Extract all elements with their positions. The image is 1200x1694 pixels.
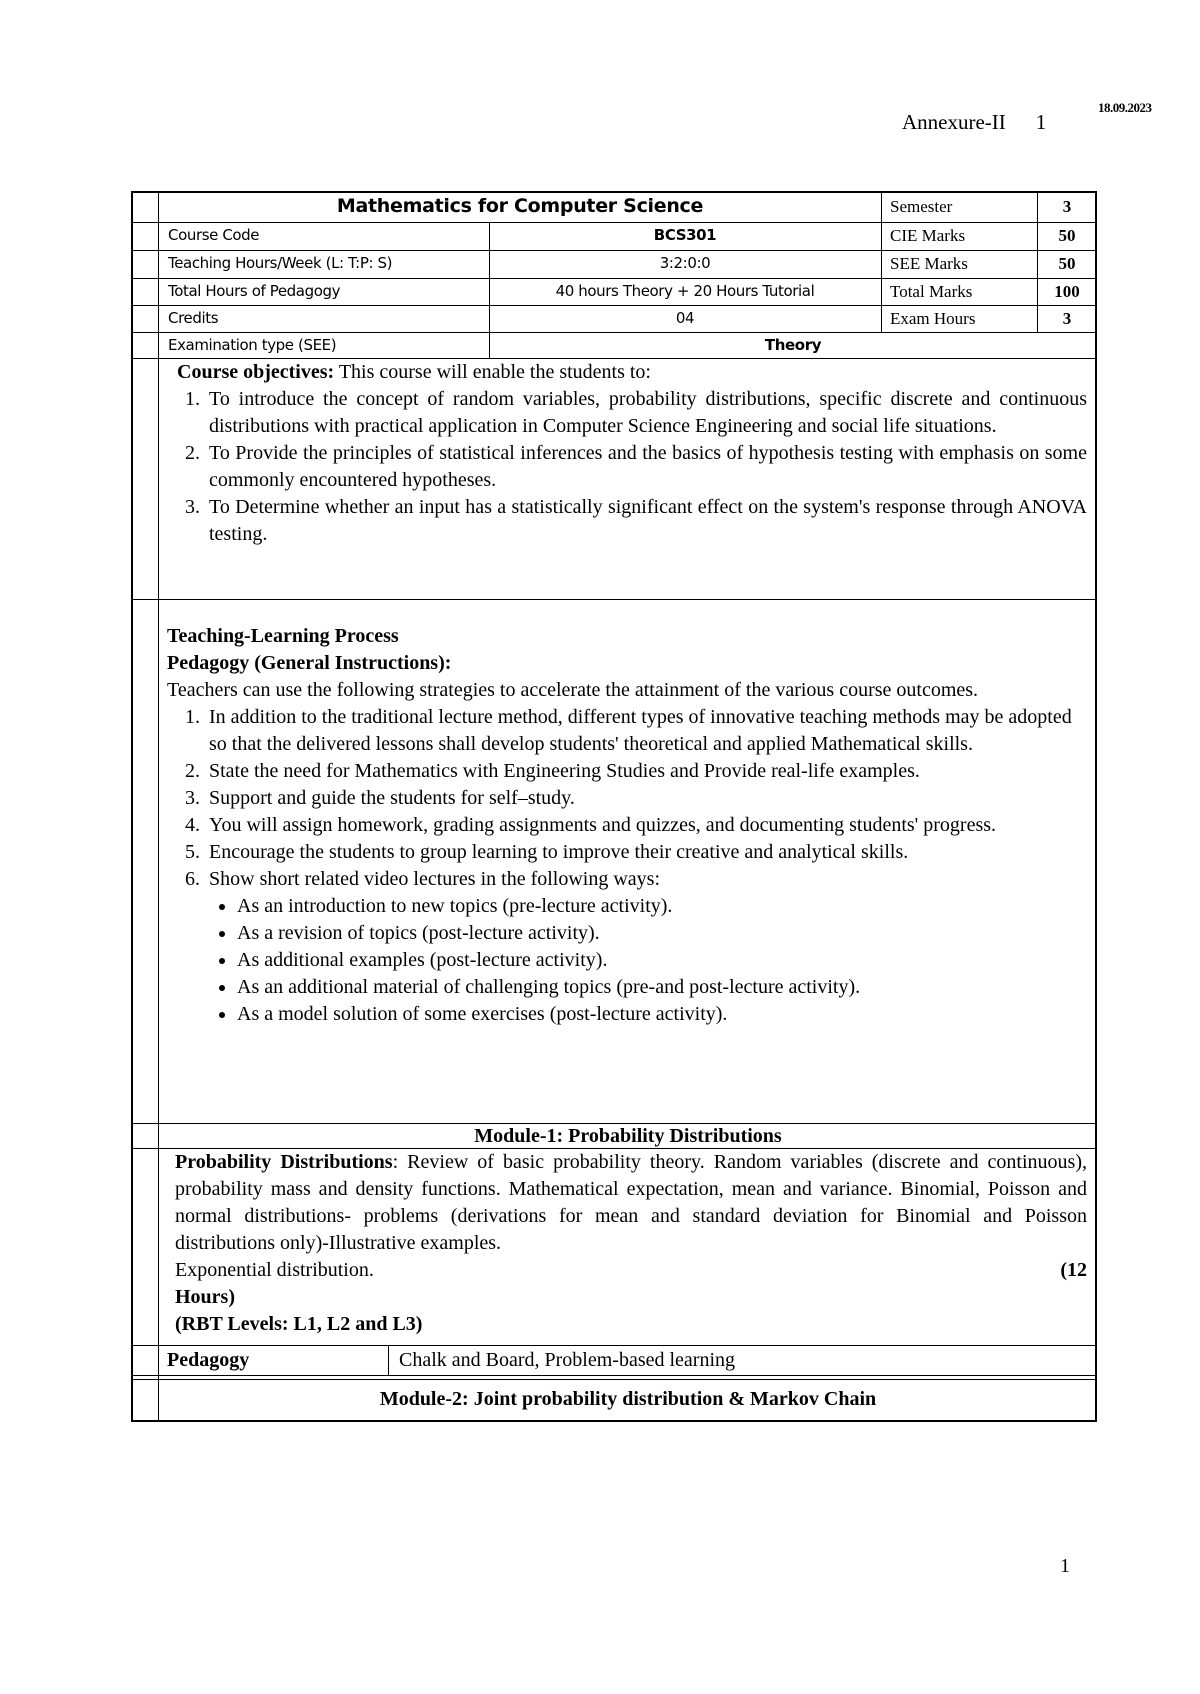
video-bullet: • As additional examples (post-lecture activity). bbox=[237, 947, 1087, 974]
objective-item: 3. To Determine whether an input has a statistically significant effect on the system's response through ANOVA testing. bbox=[205, 494, 1087, 548]
objective-item: 1. To introduce the concept of random variables, probability distributions, specific discrete and continuous distributions with practical application in Computer Science Engineering and social life situations. bbox=[205, 386, 1087, 440]
teaching-intro: Teachers can use the following strategies to accelerate the attainment of the various course outcomes. bbox=[167, 679, 979, 701]
annexure-label bbox=[902, 110, 1046, 135]
module2-title: Module-2: Joint probability distribution & Markov Chain bbox=[379, 1388, 877, 1410]
page-number: 1 bbox=[1060, 1555, 1070, 1577]
strategy-item: 5. Encourage the students to group learning to improve their creative and analytical skills. bbox=[205, 839, 1087, 866]
see-marks-value: 50 bbox=[1058, 254, 1076, 273]
strategy-item: 1. In addition to the traditional lecture method, different types of innovative teaching methods may be adopted so that the delivered lessons shall develop students' theoretical and applied Mathematical skills. bbox=[205, 704, 1087, 758]
course-code-label: Course Code bbox=[168, 226, 260, 244]
course-objectives bbox=[177, 359, 1087, 548]
column-divider bbox=[881, 193, 882, 332]
module1-last-line: Exponential distribution. bbox=[175, 1259, 374, 1281]
pedagogy-hours-value: 40 hours Theory + 20 Hours Tutorial bbox=[555, 282, 815, 300]
semester-label: Semester bbox=[890, 197, 953, 216]
strategy-item: 4. You will assign homework, grading assignments and quizzes, and documenting students' progress. bbox=[205, 812, 1087, 839]
module1-title: Module-1: Probability Distributions bbox=[474, 1125, 782, 1147]
teaching-hours-label: Teaching Hours/Week (L: T:P: S) bbox=[168, 254, 393, 272]
cie-marks-label: CIE Marks bbox=[890, 226, 966, 245]
exam-hours-label: Exam Hours bbox=[890, 309, 976, 328]
column-divider bbox=[388, 1345, 389, 1375]
module1-hours-open: (12 bbox=[1060, 1259, 1087, 1281]
course-code-value: BCS301 bbox=[653, 226, 717, 244]
module1-lead: Probability Distributions bbox=[175, 1151, 393, 1173]
see-marks-label: SEE Marks bbox=[890, 254, 968, 273]
pedagogy-label: Pedagogy bbox=[167, 1349, 250, 1371]
objectives-heading: Course objectives: bbox=[177, 361, 335, 383]
exam-type-label: Examination type (SEE) bbox=[168, 336, 337, 354]
credits-label: Credits bbox=[168, 309, 219, 327]
annexure-text: Annexure-II bbox=[902, 110, 1006, 134]
teaching-learning-process bbox=[167, 623, 1087, 1028]
semester-value: 3 bbox=[1062, 197, 1072, 216]
cie-marks-value: 50 bbox=[1058, 226, 1076, 245]
course-title: Mathematics for Computer Science bbox=[336, 195, 704, 217]
video-bullet: • As an additional material of challenging topics (pre-and post-lecture activity). bbox=[237, 974, 1087, 1001]
strategy-item: 3. Support and guide the students for self–study. bbox=[205, 785, 1087, 812]
pedagogy-subheading: Pedagogy (General Instructions): bbox=[167, 652, 452, 674]
module1-body: : Review of basic probability theory. Random variables (discrete and continuous), probability mass and density functions. Mathematical expectation, mean and variance. Binomial, Poisson and normal distributions- problems (derivations for mean and standard deviation for Binomial and Poisson distributions only)-Illustrative examples. bbox=[175, 1151, 1087, 1254]
strategy-item: 6. Show short related video lectures in the following ways: bbox=[205, 866, 1087, 893]
row-divider bbox=[133, 1375, 1095, 1376]
left-margin-column bbox=[158, 193, 159, 1420]
video-bullet: • As an introduction to new topics (pre-lecture activity). bbox=[237, 893, 1087, 920]
credits-value: 04 bbox=[675, 309, 695, 327]
pedagogy-value: Chalk and Board, Problem-based learning bbox=[399, 1349, 736, 1371]
row-divider bbox=[133, 1379, 1095, 1380]
strategy-item: 2. State the need for Mathematics with Engineering Studies and Provide real-life examples. bbox=[205, 758, 1087, 785]
annexure-number: 1 bbox=[1035, 110, 1047, 134]
pedagogy-hours-label: Total Hours of Pedagogy bbox=[168, 282, 341, 300]
document-date: 18.09.2023 bbox=[1098, 100, 1152, 115]
module1-rbt-levels: (RBT Levels: L1, L2 and L3) bbox=[175, 1313, 423, 1335]
objectives-intro: This course will enable the students to: bbox=[334, 361, 651, 383]
module1-content bbox=[175, 1149, 1087, 1338]
video-bullet: • As a model solution of some exercises (post-lecture activity). bbox=[237, 1001, 1087, 1028]
objective-item: 2. To Provide the principles of statistical inferences and the basics of hypothesis testing with emphasis on some commonly encountered hypotheses. bbox=[205, 440, 1087, 494]
total-marks-label: Total Marks bbox=[890, 282, 973, 301]
exam-type-value: Theory bbox=[764, 336, 822, 354]
total-marks-value: 100 bbox=[1054, 282, 1080, 301]
course-table bbox=[131, 191, 1097, 1422]
module1-hours-close: Hours) bbox=[175, 1286, 235, 1308]
row-divider bbox=[133, 599, 1095, 600]
video-bullet: • As a revision of topics (post-lecture activity). bbox=[237, 920, 1087, 947]
exam-hours-value: 3 bbox=[1062, 309, 1072, 328]
teaching-hours-value: 3:2:0:0 bbox=[659, 254, 711, 272]
teaching-heading: Teaching-Learning Process bbox=[167, 625, 399, 647]
